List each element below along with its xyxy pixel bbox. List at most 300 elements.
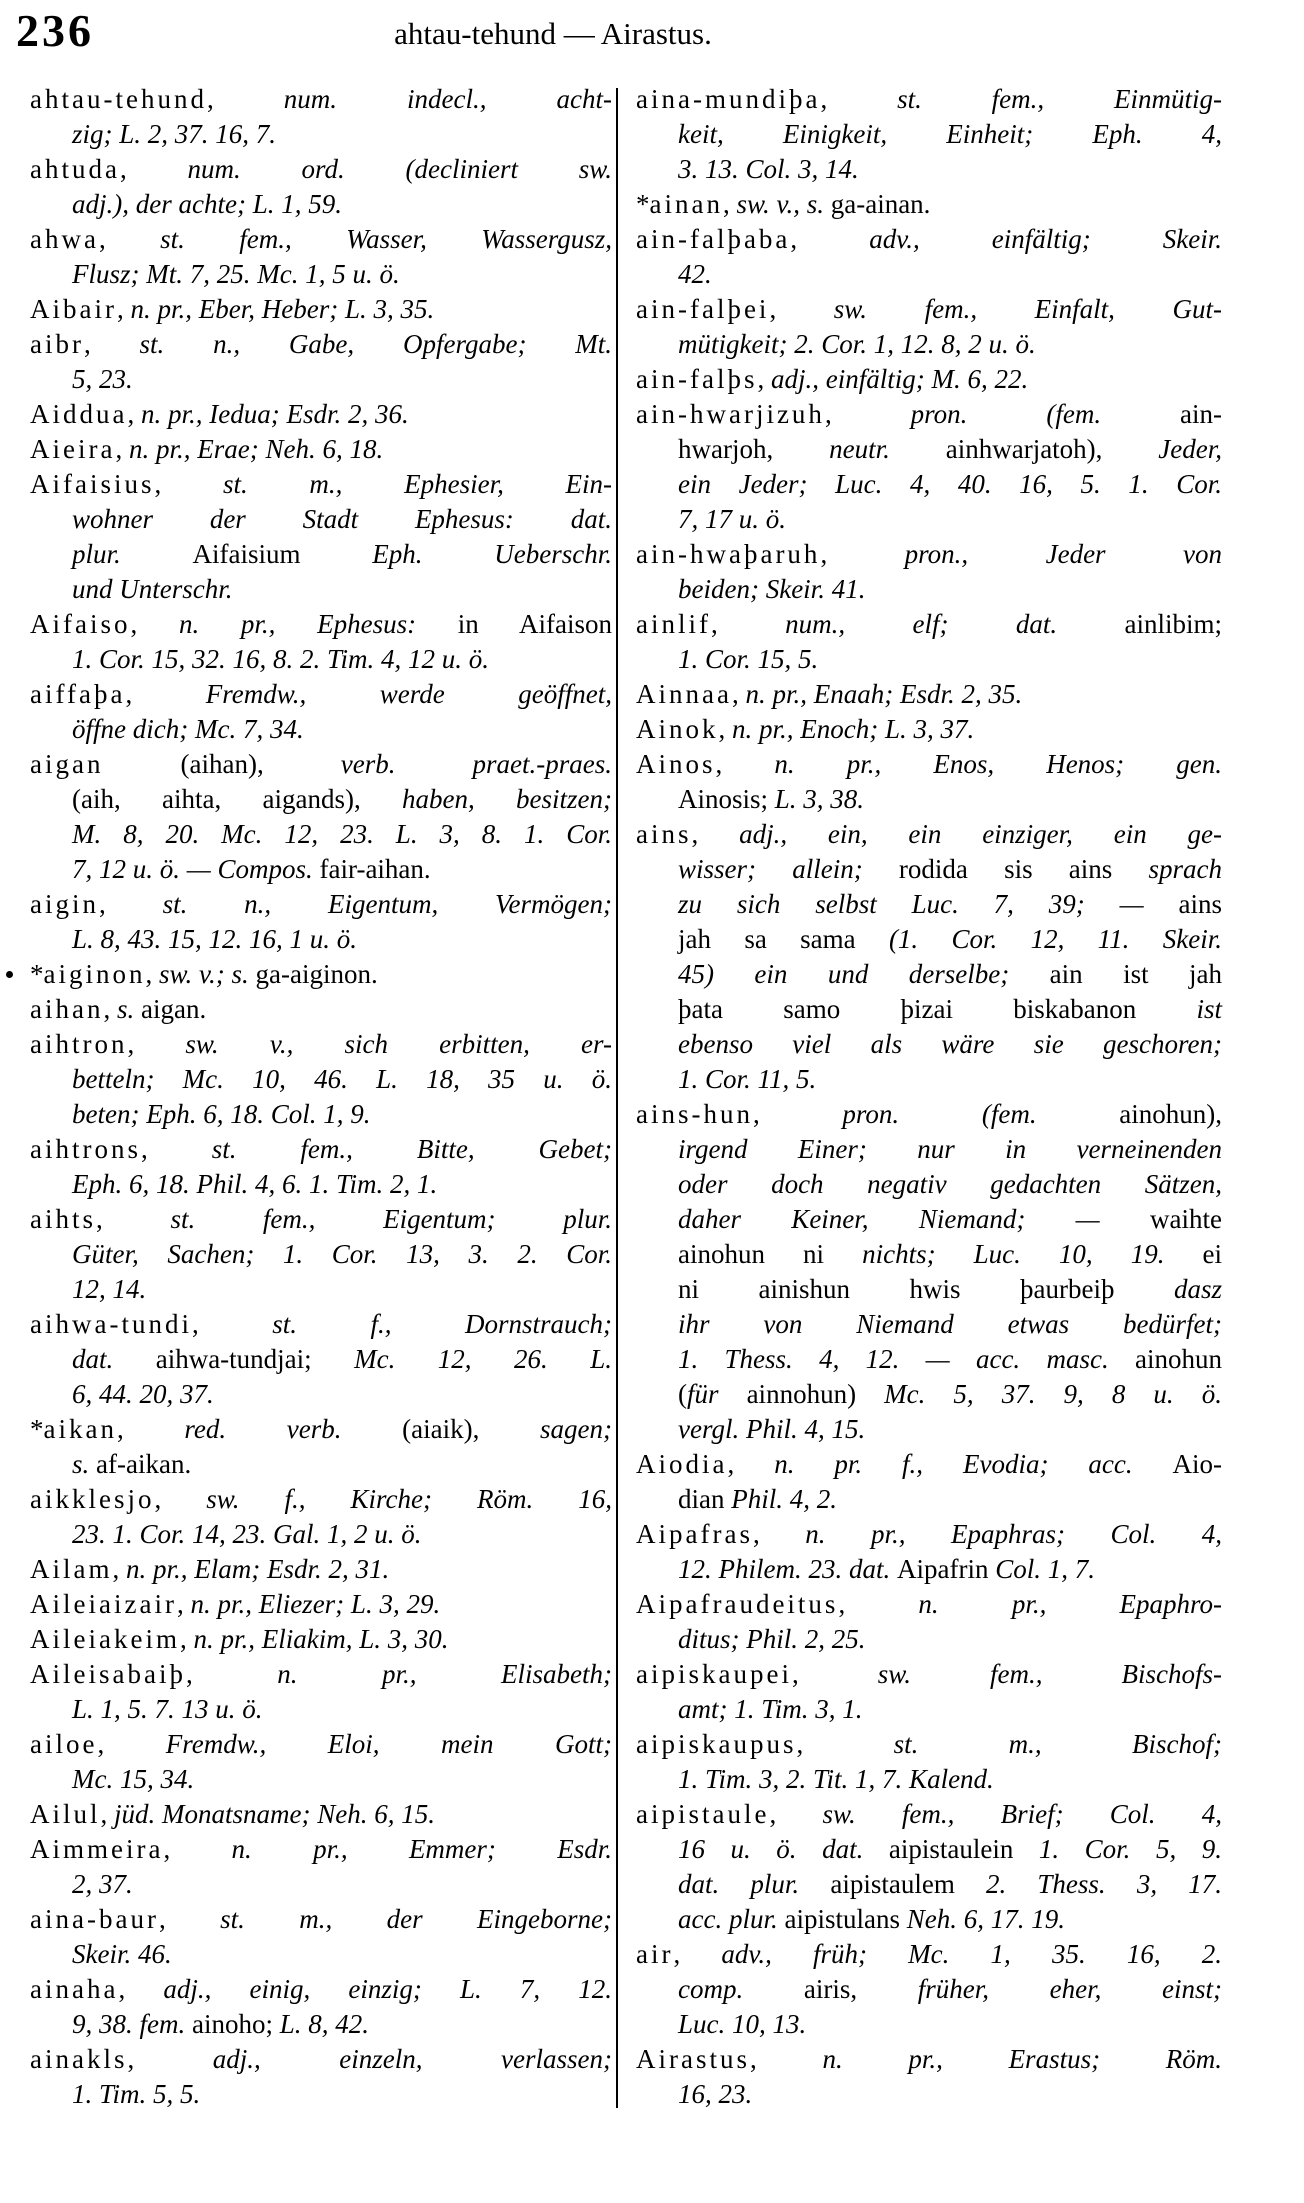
entry-text: dasz <box>1173 1274 1222 1304</box>
text-line <box>30 1727 612 1762</box>
text-line <box>636 2042 1222 2077</box>
entry-text: L. 8, 42. <box>279 2009 370 2039</box>
headword: Ainok <box>636 714 719 744</box>
text-line <box>636 1097 1222 1132</box>
entry-text: , <box>722 189 737 219</box>
entry-text: st. fem., Eigentum; plur. <box>170 1204 613 1234</box>
entry-text: n. pr., Elisabeth; <box>277 1659 612 1689</box>
entry-air <box>636 1937 1222 2042</box>
headword: Aileisabaiþ <box>30 1659 186 1689</box>
entry-text: sprach <box>1148 854 1222 884</box>
entry-aipiskaupei <box>636 1657 1222 1727</box>
text-line <box>636 2007 1222 2042</box>
entry-text: sw. fem., Brief; Col. 4, <box>822 1799 1223 1829</box>
entry-aileiaizair <box>30 1587 612 1622</box>
text-line <box>30 432 612 467</box>
text-line <box>30 2042 612 2077</box>
entry-text: ei <box>1202 1239 1222 1269</box>
text-line <box>636 1902 1222 1937</box>
entry-text: ein Jeder; Luc. 4, 40. 16, 5. 1. Cor. <box>678 469 1222 499</box>
entry-text: , <box>752 1519 806 1549</box>
text-line <box>636 1622 1222 1657</box>
entry-text: , <box>838 1589 919 1619</box>
text-line <box>636 537 1222 572</box>
entry-ainnaa <box>636 677 1222 712</box>
entry-text: 1. Thess. 4, 12. — acc. masc. <box>678 1344 1135 1374</box>
text-line <box>636 1167 1222 1202</box>
entry-text: , <box>796 1729 894 1759</box>
text-line <box>636 2077 1222 2112</box>
entry-text: , <box>824 399 911 429</box>
text-line <box>636 432 1222 467</box>
entry-text: 5, 23. <box>72 364 133 394</box>
entry-text: (aiaik), <box>402 1414 541 1444</box>
entry-text: nichts; Luc. 10, 19. <box>862 1239 1203 1269</box>
text-line <box>30 1132 612 1167</box>
entry-text: 2. Thess. 3, 17. <box>986 1869 1223 1899</box>
entry-text: sw. v., s. <box>736 189 831 219</box>
text-line <box>30 327 612 362</box>
entry-text: sw. fem., Einfalt, Gut- <box>833 294 1222 324</box>
entry-aiodia <box>636 1447 1222 1517</box>
entry-text: , <box>118 1974 164 2004</box>
entry-text: ist <box>1196 994 1222 1024</box>
entry-text: Skeir. 46. <box>72 1939 172 1969</box>
entry-text: þata samo þizai biskabanon <box>678 994 1197 1024</box>
headword: Aiddua <box>30 399 128 429</box>
text-line <box>636 677 1222 712</box>
entry-text: , <box>206 84 284 114</box>
text-line <box>30 187 612 222</box>
entry-text: jüd. Monatsname; Neh. 6, 15. <box>114 1799 435 1829</box>
text-line <box>636 1727 1222 1762</box>
entry-aibr <box>30 327 612 397</box>
entry-text: ainoho; <box>191 2009 280 2039</box>
headword: aigan <box>30 749 104 779</box>
column-left <box>30 82 612 2112</box>
headword: Aileiaizair <box>30 1589 177 1619</box>
text-line <box>30 1097 612 1132</box>
entry-text: * <box>30 1414 44 1444</box>
text-line <box>30 1482 612 1517</box>
headword: ahtuda <box>30 154 120 184</box>
text-line <box>636 1937 1222 1972</box>
entry-text: adj., einig, einzig; L. 7, 12. <box>163 1974 612 2004</box>
headword: ain-hwaþaruh <box>636 539 821 569</box>
entry-text: waihte <box>1150 1204 1222 1234</box>
entry-text: adv., früh; Mc. 1, 35. 16, 2. <box>721 1939 1222 1969</box>
entry-text: sw. v., sich erbitten, er- <box>185 1029 612 1059</box>
entry-ailam <box>30 1552 612 1587</box>
entry-text: , <box>83 329 140 359</box>
text-line <box>636 1027 1222 1062</box>
text-line <box>30 362 612 397</box>
headword: aiffaþa <box>30 679 126 709</box>
entry-text: , <box>731 679 746 709</box>
text-line <box>30 1062 612 1097</box>
entry-text: aipistaulem <box>830 1869 986 1899</box>
entry-text: 45) ein und derselbe; <box>678 959 1050 989</box>
headword: aihts <box>30 1204 96 1234</box>
entry-text: n. pr., Erae; Neh. 6, 18. <box>128 434 384 464</box>
entry-ainan <box>636 187 1222 222</box>
text-line <box>636 887 1222 922</box>
entry-text: dat. <box>72 1344 156 1374</box>
entry-ainok <box>636 712 1222 747</box>
headword: aina-baur <box>30 1904 159 1934</box>
text-line <box>636 1447 1222 1482</box>
entry-text: pron., Jeder von <box>904 539 1222 569</box>
headword: Aibair <box>30 294 117 324</box>
text-line <box>636 257 1222 292</box>
entry-text: , <box>750 2044 823 2074</box>
entry-text: aipistulans <box>784 1904 907 1934</box>
entry-text: , <box>769 1799 823 1829</box>
entry-text: , <box>130 609 179 639</box>
headword: ailoe <box>30 1729 98 1759</box>
text-line <box>636 1552 1222 1587</box>
entry-text: 16, 23. <box>678 2079 753 2109</box>
entry-text: L. 8, 43. 15, 12. 16, 1 u. ö. <box>72 924 358 954</box>
headword: ahwa <box>30 224 99 254</box>
entry-ain-hwarjizuh <box>636 397 1222 537</box>
text-line <box>30 1377 612 1412</box>
text-line <box>30 257 612 292</box>
entry-text: plur. <box>72 539 193 569</box>
entry-text: , <box>119 154 188 184</box>
headword: Aipafraudeitus <box>636 1589 839 1619</box>
entry-text: st. m., der Eingeborne; <box>220 1904 612 1934</box>
text-line <box>30 1657 612 1692</box>
entry-text: sw. f., Kirche; Röm. 16, <box>206 1484 613 1514</box>
entry-text: Güter, Sachen; 1. Cor. 13, 3. 2. Cor. <box>72 1239 612 1269</box>
text-line <box>636 782 1222 817</box>
entry-text: zu sich selbst Luc. 7, 39; — <box>678 889 1179 919</box>
entry-text: Aipafrin <box>896 1554 996 1584</box>
text-line <box>636 712 1222 747</box>
entry-text: , <box>673 1939 722 1969</box>
entry-text: st. n., Gabe, Opfergabe; Mt. <box>139 329 612 359</box>
entry-text: , <box>99 889 163 919</box>
text-line <box>30 1167 612 1202</box>
entry-text: st. m., Ephesier, Ein- <box>222 469 613 499</box>
entry-text: früher, eher, einst; <box>917 1974 1222 2004</box>
entry-text: , <box>96 1204 171 1234</box>
headword: Aiodia <box>636 1449 728 1479</box>
entry-ailoe <box>30 1727 612 1797</box>
headword: aihwa-tundi <box>30 1309 192 1339</box>
headword: aipistaule <box>636 1799 770 1829</box>
entry-text: aigan. <box>141 994 207 1024</box>
headword: ains <box>636 819 692 849</box>
entry-text: , <box>791 1659 878 1689</box>
entry-ahwa <box>30 222 612 292</box>
text-line <box>636 1762 1222 1797</box>
entry-text: vergl. Phil. 4, 15. <box>678 1414 866 1444</box>
entry-text: n. pr., Ephesus: <box>178 609 458 639</box>
headword: aihtrons <box>30 1134 141 1164</box>
headword: Airastus <box>636 2044 750 2074</box>
entry-text: 16 u. ö. dat. <box>678 1834 889 1864</box>
entry-text: n. pr., Eliakim, L. 3, 30. <box>193 1624 449 1654</box>
text-line <box>30 1797 612 1832</box>
entry-text: neutr. <box>829 434 946 464</box>
text-line <box>636 502 1222 537</box>
entry-text: ainohun), <box>1119 1099 1223 1129</box>
entry-aihtrons <box>30 1132 612 1202</box>
entry-text: 2, 37. <box>72 1869 133 1899</box>
entry-text: beiden; Skeir. 41. <box>678 574 866 604</box>
text-line <box>30 1447 612 1482</box>
text-line <box>636 82 1222 117</box>
headword: ainaha <box>30 1974 119 2004</box>
text-line <box>636 1307 1222 1342</box>
text-line <box>30 1832 612 1867</box>
headword: ainlif <box>636 609 711 639</box>
headword: ain-hwarjizuh <box>636 399 825 429</box>
entry-ailul <box>30 1797 612 1832</box>
headword: aipiskaupei <box>636 1659 792 1689</box>
headword: aipiskaupus <box>636 1729 797 1759</box>
entry-text: öffne dich; Mc. 7, 34. <box>72 714 304 744</box>
entry-text: , <box>154 1484 207 1514</box>
text-line <box>30 852 612 887</box>
entry-text: red. verb. <box>184 1414 403 1444</box>
entry-text: , <box>127 1029 186 1059</box>
entry-text: Mc. 12, 26. L. <box>354 1344 612 1374</box>
headword: aihan <box>30 994 104 1024</box>
entry-aifaiso <box>30 607 612 677</box>
text-line <box>30 712 612 747</box>
text-line <box>30 1972 612 2007</box>
entry-text: Mc. 5, 37. 9, 8 u. ö. <box>884 1379 1222 1409</box>
entry-text: ga-ainan. <box>830 189 931 219</box>
entry-text: für <box>687 1379 747 1409</box>
entry-text: , <box>98 224 161 254</box>
entry-text: betteln; Mc. 10, 46. L. 18, 35 u. ö. <box>72 1064 612 1094</box>
text-line <box>30 292 612 327</box>
text-line <box>30 1342 612 1377</box>
entry-text: 1. Tim. 5, 5. <box>72 2079 201 2109</box>
entry-aipiskaupus <box>636 1727 1222 1797</box>
entry-text: L. 3, 38. <box>774 784 865 814</box>
entry-text: ain ist jah <box>1049 959 1222 989</box>
text-line <box>636 362 1222 397</box>
text-line <box>30 397 612 432</box>
text-line <box>30 607 612 642</box>
entry-text: , <box>97 1729 166 1759</box>
entry-text: rodida sis ains <box>898 854 1149 884</box>
text-line <box>636 1797 1222 1832</box>
entry-text: s. <box>72 1449 97 1479</box>
entry-text: (aih, aihta, aigands), <box>72 784 402 814</box>
entry-text: , <box>752 1099 843 1129</box>
text-line <box>636 292 1222 327</box>
text-line <box>636 397 1222 432</box>
text-line <box>636 187 1222 222</box>
entry-text: sw. fem., Bischofs- <box>877 1659 1222 1689</box>
text-line <box>636 817 1222 852</box>
entry-aiddua <box>30 397 612 432</box>
entry-aihan <box>30 992 612 1027</box>
text-line <box>30 537 612 572</box>
entry-aihtron <box>30 1027 612 1132</box>
text-line <box>636 922 1222 957</box>
entry-text: sagen; <box>540 1414 613 1444</box>
entry-text: amt; 1. Tim. 3, 1. <box>678 1694 863 1724</box>
entry-ain-falþs <box>636 362 1222 397</box>
entry-text: s. <box>116 994 141 1024</box>
entry-text: pron. (fem. <box>842 1099 1120 1129</box>
entry-text: (aihan), <box>103 749 341 779</box>
text-line <box>30 1622 612 1657</box>
text-line <box>636 572 1222 607</box>
entry-text: wisser; allein; <box>678 854 899 884</box>
entry-text: * <box>636 189 650 219</box>
headword: air <box>636 1939 674 1969</box>
entry-text: Flusz; Mt. 7, 25. Mc. 1, 5 u. ö. <box>72 259 400 289</box>
entry-text: , <box>127 399 141 429</box>
entry-text: , <box>125 679 206 709</box>
entry-text: 7, 17 u. ö. <box>678 504 786 534</box>
text-line <box>636 1132 1222 1167</box>
text-line <box>636 117 1222 152</box>
entry-text: st. fem., Bitte, Gebet; <box>211 1134 612 1164</box>
headword: Aimmeira <box>30 1834 164 1864</box>
text-line <box>636 1587 1222 1622</box>
entry-text: irgend Einer; nur in verneinenden <box>678 1134 1222 1164</box>
entry-text: , <box>112 1554 126 1584</box>
entry-text: 12, 14. <box>72 1274 147 1304</box>
entry-text: adj., einzeln, verlassen; <box>212 2044 613 2074</box>
entry-text: aihwa-tundjai; <box>155 1344 355 1374</box>
entry-text: L. 1, 5. 7. 13 u. ö. <box>72 1694 263 1724</box>
entry-aigan <box>30 747 612 887</box>
headword: ainan <box>649 189 723 219</box>
entry-text: und Unterschr. <box>72 574 233 604</box>
headword: aikklesjo <box>30 1484 155 1514</box>
entry-text: Aifaisium <box>192 539 373 569</box>
entry-text: adj., einfältig; M. 6, 22. <box>770 364 1029 394</box>
entry-text: , <box>715 749 775 779</box>
text-line <box>30 677 612 712</box>
entry-text: dat. plur. <box>678 1869 831 1899</box>
headword: Aipafras <box>636 1519 753 1549</box>
headword: aina-mundiþa <box>636 84 821 114</box>
entry-text: n. pr. f., Evodia; acc. <box>774 1449 1173 1479</box>
entry-text: st. fem., Wasser, Wassergusz, <box>160 224 612 254</box>
entry-text: n. pr., Enaah; Esdr. 2, 35. <box>745 679 1023 709</box>
entry-text: oder doch negativ gedachten Sätzen, <box>678 1169 1222 1199</box>
text-line <box>636 222 1222 257</box>
running-header: ahtau-tehund — Airastus. <box>394 16 712 51</box>
text-line <box>30 1692 612 1727</box>
headword: ain-falþaba <box>636 224 791 254</box>
entry-text: , <box>127 2044 213 2074</box>
text-line <box>30 642 612 677</box>
text-line <box>636 1377 1222 1412</box>
entry-text: , <box>103 994 117 1024</box>
entry-text: ainohun ni <box>678 1239 863 1269</box>
text-line <box>30 957 612 992</box>
entry-text: st. m., Bischof; <box>893 1729 1222 1759</box>
text-line <box>30 1902 612 1937</box>
entry-text: , <box>145 959 159 989</box>
entry-text: ditus; Phil. 2, 25. <box>678 1624 866 1654</box>
entry-ain-falþei <box>636 292 1222 362</box>
text-line <box>636 1062 1222 1097</box>
entry-aimmeira <box>30 1832 612 1902</box>
text-line <box>636 327 1222 362</box>
entry-text: ains <box>1178 889 1222 919</box>
entry-text: airis, <box>803 1974 918 2004</box>
text-line <box>636 957 1222 992</box>
headword: Aifaisius <box>30 469 155 499</box>
entry-aipafraudeitus <box>636 1587 1222 1657</box>
entry-text: comp. <box>678 1974 804 2004</box>
text-line <box>30 1202 612 1237</box>
entry-text: , <box>820 539 905 569</box>
text-line <box>30 1307 612 1342</box>
entry-text: Aio- <box>1172 1449 1223 1479</box>
entry-text: Mc. 15, 34. <box>72 1764 195 1794</box>
text-line <box>636 152 1222 187</box>
entry-text: , <box>163 1834 232 1864</box>
entry-text: wohner der Stadt Ephesus: dat. <box>72 504 612 534</box>
entry-text: Jeder, <box>1158 434 1223 464</box>
entry-text: hwarjoh, <box>678 434 830 464</box>
headword: ahtau-tehund <box>30 84 207 114</box>
entry-text: , <box>769 294 834 324</box>
text-line <box>636 1692 1222 1727</box>
text-line <box>30 817 612 852</box>
entry-text: * <box>30 959 44 989</box>
entry-text: 7, 12 u. ö. — Compos. <box>72 854 320 884</box>
entry-aina-mundiþa <box>636 82 1222 187</box>
text-line <box>636 467 1222 502</box>
entry-text: n. pr., Eber, Heber; L. 3, 35. <box>130 294 435 324</box>
entry-text: pron. (fem. <box>910 399 1181 429</box>
entry-text: n. pr., Epaphro- <box>918 1589 1222 1619</box>
entry-text: , <box>710 609 786 639</box>
entry-text: , <box>158 1904 221 1934</box>
text-line <box>30 467 612 502</box>
text-line <box>636 1657 1222 1692</box>
entry-text: 12. Philem. 23. dat. <box>678 1554 897 1584</box>
entry-text: Phil. 4, 2. <box>731 1484 837 1514</box>
entry-text: (1. Cor. 12, 11. Skeir. <box>888 924 1222 954</box>
text-line <box>30 82 612 117</box>
entry-ains-hun <box>636 1097 1222 1447</box>
entry-text: Eph. Ueberschr. <box>372 539 612 569</box>
entry-text: , <box>718 714 732 744</box>
margin-dot <box>6 971 13 978</box>
entry-text: verb. praet.-praes. <box>340 749 612 779</box>
entry-aiginon <box>30 957 612 992</box>
entry-aikan <box>30 1412 612 1482</box>
headword: Aieira <box>30 434 116 464</box>
entry-text: n. pr., Erastus; Röm. <box>822 2044 1223 2074</box>
text-line <box>30 2077 612 2112</box>
text-line <box>30 782 612 817</box>
entry-ainos <box>636 747 1222 817</box>
entry-text: 1. Cor. 5, 9. <box>1038 1834 1222 1864</box>
entry-text: 1. Cor. 15, 32. 16, 8. 2. Tim. 4, 12 u. ö. <box>72 644 490 674</box>
text-line <box>636 1202 1222 1237</box>
text-line <box>636 607 1222 642</box>
entry-text: n. pr., Emmer; Esdr. <box>231 1834 612 1864</box>
text-line <box>636 852 1222 887</box>
